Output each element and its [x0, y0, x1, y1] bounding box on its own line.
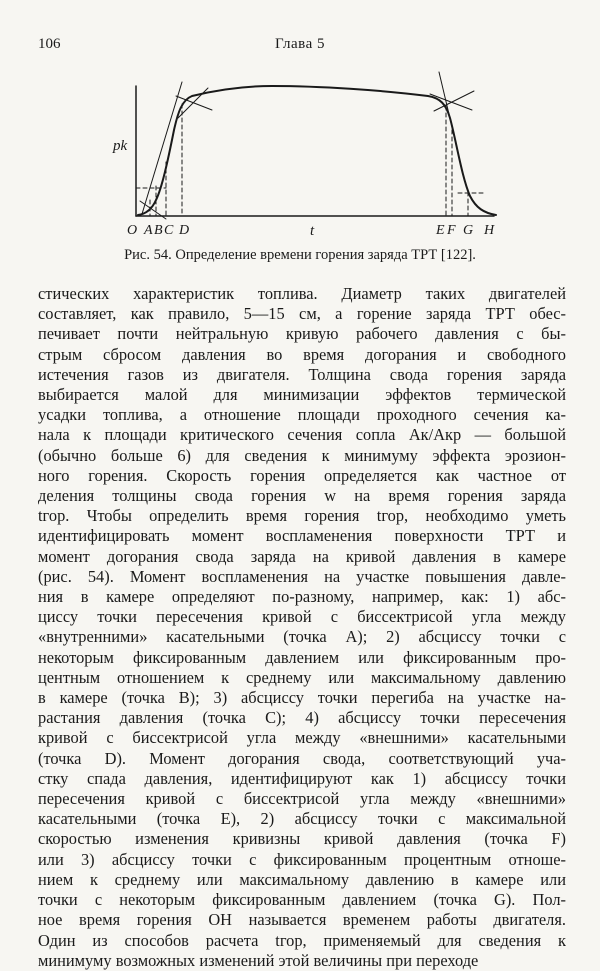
text-line: пересечения кривой с биссектрисой угла между «внешними» — [38, 789, 566, 809]
text-line: составляет, как правило, 5—15 см, а горение заряда ТРТ обес- — [38, 304, 566, 324]
point-label-f: F — [447, 223, 456, 238]
point-label-c: C — [164, 223, 174, 238]
text-line: минимуму возможных изменений этой величины при переходе — [38, 950, 479, 970]
text-line: ного горения. Скорость горения определяется как частное от — [38, 465, 566, 485]
point-label-e: E — [436, 223, 445, 238]
x-axis-label: t — [310, 223, 315, 239]
text-line: печивает почти нейтральную кривую рабочего давления с бы- — [38, 324, 566, 344]
point-label-o: O — [127, 223, 138, 238]
point-label-d: D — [179, 223, 190, 238]
text-line: (точка D). Момент догорания свода, соответствующий уча- — [38, 748, 566, 768]
text-line: растания давления (точка C); 4) абсциссу точки пересечения — [38, 708, 566, 728]
text-line: точки с некоторым фиксированным давлением (точка G). Пол- — [38, 890, 566, 910]
text-line: усадки топлива, а отношение площади проходного сечения ка- — [38, 405, 566, 425]
point-label-g: G — [463, 223, 474, 238]
text-line: идентифицировать момент воспламенения поверхности ТРТ и — [38, 526, 566, 546]
y-axis-label: pk — [113, 138, 128, 154]
point-label-b: B — [154, 223, 163, 238]
text-line: «внутренними» касательными (точка A); 2) абсциссу точки с — [38, 627, 566, 647]
text-line: в камере (точка B); 3) абсциссу точки перегиба на участке на- — [38, 688, 566, 708]
text-line: скоростью изменения кривизны кривой давления (точка F) — [38, 829, 566, 849]
tangent-line — [439, 72, 458, 152]
text-line: некоторым фиксированным давлением или фиксированным про- — [38, 647, 566, 667]
text-line: кривой с биссектрисой угла между «внешними» касательными — [38, 728, 566, 748]
text-line: стку спада давления, идентифицируют как 1) абсциссу точки — [38, 768, 566, 788]
text-line: деления толщины свода горения w на время горения заряда — [38, 486, 566, 506]
tangent-line — [142, 82, 182, 214]
point-label-h: H — [484, 223, 495, 238]
text-line: истечения газов из двигателя. Толщина свода горения заряда — [38, 364, 566, 384]
page-number: 106 — [38, 36, 61, 52]
text-line: ное время горения OH называется временем работы двигателя. — [38, 910, 566, 930]
text-line: (рис. 54). Момент воспламенения на участке повышения давле- — [38, 566, 566, 586]
text-line: ния в камере определяют по-разному, например, как: 1) абс- — [38, 587, 566, 607]
text-line: выбирается малой для минимизации эффектов термической — [38, 385, 566, 405]
pressure-curve — [138, 86, 496, 215]
text-line: Один из способов расчета tгор, применяемый для сведения к — [38, 930, 566, 950]
text-line: момент догорания свода заряда на кривой давления в камере — [38, 546, 566, 566]
text-line: (обычно больше 6) для сведения к минимуму эффекта эрозион- — [38, 445, 566, 465]
text-line: нала к площади критического сечения сопла Aк/Aкр — большой — [38, 425, 566, 445]
running-head: Глава 5 — [275, 36, 325, 52]
point-label-a: A — [144, 223, 153, 238]
text-line: циссу точки пересечения кривой с биссектрисой угла между — [38, 607, 566, 627]
text-line: стических характеристик топлива. Диаметр таких двигателей — [38, 284, 566, 303]
text-line: tгор. Чтобы определить время горения tгор, необходимо уметь — [38, 506, 566, 526]
text-line: нием к среднему или максимальному давлению в камере или — [38, 869, 566, 889]
text-line: или 3) абсциссу точки с фиксированным процентным отноше- — [38, 849, 566, 869]
text-line: стрым сбросом давления во время догорания и свободного — [38, 344, 566, 364]
text-line: касательными (точка E), 2) абсциссу точки с максимальной — [38, 809, 566, 829]
pressure-time-figure — [0, 0, 600, 250]
text-line: центным отношением к среднему или максимальному давлению — [38, 667, 566, 687]
figure-caption: Рис. 54. Определение времени горения заряда ТРТ [122]. — [124, 247, 476, 263]
body-text — [38, 284, 566, 971]
